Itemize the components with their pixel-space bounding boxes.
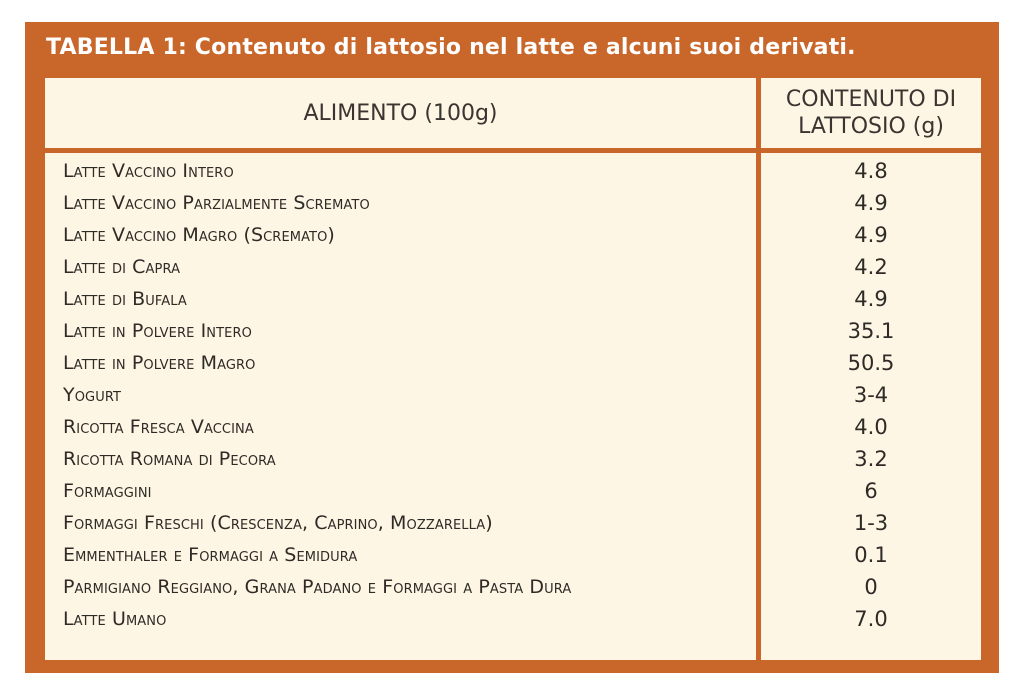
table-row	[45, 477, 981, 509]
table-row	[45, 253, 981, 285]
table-row	[45, 349, 981, 381]
table-row	[45, 221, 981, 253]
lactose-value: 4.2	[854, 255, 888, 279]
lactose-value: 6	[864, 479, 878, 503]
table-row	[45, 509, 981, 541]
table-row	[45, 541, 981, 573]
lactose-value: 4.9	[854, 223, 888, 247]
lactose-value: 4.9	[854, 191, 888, 215]
food-name: Latte di Bufala	[63, 288, 187, 310]
table-row	[45, 605, 981, 637]
table-row	[45, 413, 981, 445]
lactose-table	[45, 78, 981, 660]
table-row	[45, 573, 981, 605]
lactose-value: 35.1	[847, 319, 895, 343]
food-name: Ricotta Romana di Pecora	[63, 448, 276, 470]
table-frame	[25, 22, 999, 673]
lactose-value: 4.0	[854, 415, 888, 439]
food-name: Latte Vaccino Parzialmente Scremato	[63, 192, 370, 214]
lactose-value: 1-3	[853, 511, 889, 535]
food-name: Yogurt	[63, 384, 122, 406]
food-name: Latte Vaccino Magro (Scremato)	[63, 224, 335, 246]
food-name: Parmigiano Reggiano, Grana Padano e Formaggi a Pasta Dura	[63, 576, 572, 598]
header-divider	[45, 148, 981, 153]
food-name: Emmenthaler e Formaggi a Semidura	[63, 544, 358, 566]
header-lactose	[761, 78, 981, 148]
table-row	[45, 381, 981, 413]
table-row	[45, 317, 981, 349]
food-name: Latte in Polvere Intero	[63, 320, 252, 342]
lactose-value: 4.9	[854, 287, 888, 311]
food-name: Latte Vaccino Intero	[63, 160, 234, 182]
lactose-value: 7.0	[854, 607, 888, 631]
table-title: TABELLA 1: Contenuto di lattosio nel latte e alcuni suoi derivati.	[46, 35, 856, 60]
lactose-value: 50.5	[847, 351, 895, 375]
lactose-value: 0	[864, 575, 878, 599]
lactose-value: 3.2	[854, 447, 888, 471]
table-row	[45, 445, 981, 477]
food-name: Latte Umano	[63, 608, 167, 630]
food-name: Formaggini	[63, 480, 152, 502]
lactose-value: 0.1	[854, 543, 888, 567]
table-row	[45, 157, 981, 189]
table-row	[45, 285, 981, 317]
header-food: ALIMENTO (100g)	[303, 100, 498, 126]
header-lactose-line1: CONTENUTO DI	[785, 87, 957, 112]
food-name: Formaggi Freschi (Crescenza, Caprino, Mozzarella)	[63, 512, 493, 534]
food-name: Latte di Capra	[63, 256, 181, 278]
food-name: Latte in Polvere Magro	[63, 352, 256, 374]
header-lactose-line2: LATTOSIO (g)	[798, 114, 944, 139]
lactose-value: 3-4	[853, 383, 889, 407]
food-name: Ricotta Fresca Vaccina	[63, 416, 254, 438]
lactose-value: 4.8	[854, 159, 888, 183]
table-row	[45, 189, 981, 221]
